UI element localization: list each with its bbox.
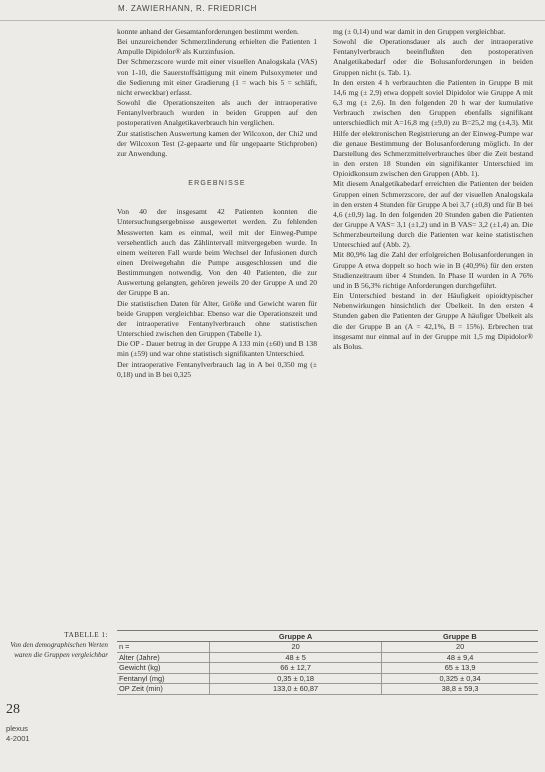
paragraph: Ein Unterschied bestand in der Häufigkeit opioidtypischer Nebenwirkungen hinsichtlich der Übelkeit. In den ersten 4 Stunden gaben die Patienten der Gruppe A häufiger Übelkeit als die der Gruppe B an (A = 42,1%, B = 15%). Erbrechen trat insgesamt nur einmal auf in der Gruppe mit 1,5 mg Dipidolor® als Bolus. [333, 291, 533, 351]
journal-info [6, 724, 30, 744]
table-cell: 65 ± 13,9 [382, 663, 538, 674]
paragraph: Der Schmerzscore wurde mit einer visuellen Analogskala (VAS) von 1-10, die Sauerstoffsättigung mit einem Pulsoxymeter und die Sedierung mit einer Gradierung (1 = wach bis 5 = schläft, nicht erweckbar) erfasst. [117, 57, 317, 97]
table-cell: 48 ± 9,4 [382, 652, 538, 663]
paragraph: Zur statistischen Auswertung kamen der Wilcoxon, der Chi2 und der Wilcoxon Test (2-gepaarte und für ungepaarte Stichproben) zur Anwendung. [117, 128, 317, 158]
table-row [117, 652, 538, 663]
table-row-label: Alter (Jahre) [117, 652, 210, 663]
paragraph: Mit diesem Analgetikabedarf erreichten die Patienten der beiden Gruppen einen Schmerzscore, der auf der visuellen Analogskala in den ersten 4 Stunden für Gruppe A bei 3,7 (±0,8) und für B bei 4,6 (±0,9) lag. In den folgenden 20 Stunden gaben die Patienten der Gruppe A VAS= 3,1 (±1,2) und in B VAS= 3,2 (±1,4) an. Die Schmerzbeurteilung durch die Patienten war keine statistischen Unterschied auf (Abb. 2). [333, 179, 533, 250]
paragraph: In den ersten 4 h verbrauchten die Patienten in Gruppe B mit 14,6 mg (± 2,9) etwa doppelt soviel Dipidolor wie Gruppe A mit 6,3 mg (± 2,6). In den folgenden 20 h war der kumulative Verbrauch zwischen den Gruppen ebenfalls signifikant unterschiedlich mit A=16,8 mg (±9,0) zu B=25,2 mg (±4,3). Mit Hilfe der elektronischen Registrierung an der Einweg-Pumpe war die genaue Bestimmung der Bolusanforderung möglich. In der Darstellung des Schmerzmittelverbrauches über die Zeit bestand in den ersten 18 Stunden ein signifikanter Unterschied im Opioidkonsum zwischen den Gruppen (Abb. 1). [333, 77, 533, 179]
right-column [333, 27, 533, 352]
table-cell: 38,8 ± 59,3 [382, 684, 538, 695]
paragraph: Mit 80,9% lag die Zahl der erfolgreichen Bolusanforderungen in Gruppe A etwa doppelt so hoch wie in B (40,9%) für den ersten Studienzeitraum über 4 Stunden. In Phase II wurden in A 76% und in B 56,3% richtige Anforderungen durchgeführt. [333, 250, 533, 290]
table-row-label: n = [117, 642, 210, 653]
table-cell: 0,325 ± 0,34 [382, 673, 538, 684]
paragraph: Bei unzureichender Schmerzlinderung erhielten die Patienten 1 Ampulle Dipidolor® als Kurzinfusion. [117, 37, 317, 57]
paragraph: Die OP - Dauer betrug in der Gruppe A 133 min (±60) und B 138 min (±59) und war ohne statistisch signifikanten Unterschied. [117, 339, 317, 359]
header-rule [0, 20, 545, 21]
table-caption-text: Von den demographischen Werten waren die Gruppen vergleichbar [10, 640, 108, 659]
table-row-label: Gewicht (kg) [117, 663, 210, 674]
table-cell: 48 ± 5 [210, 652, 382, 663]
table-cell: 133,0 ± 60,87 [210, 684, 382, 695]
journal-issue: 4-2001 [6, 734, 30, 743]
table-header-cell [117, 631, 210, 642]
paragraph: Sowohl die Operationszeiten als auch der intraoperative Fentanylverbrauch wurden in beiden Gruppen auf den postoperativen Analgetikaverbrauch hin verglichen. [117, 98, 317, 128]
table-cell: 20 [210, 642, 382, 653]
table-cell: 66 ± 12,7 [210, 663, 382, 674]
paragraph: Von 40 der insgesamt 42 Patienten konnten die Untersuchungsergebnisse ausgewertet werden. Zu fehlenden Messwerten kam es einmal, weil mit der Einweg-Pumpe versehentlich auch das Zählintervall mitvergegeben wurde. In einem weiteren Fall wurde beim Wechsel der Infusionen durch einen Dreiwegehahn die Pumpe ausgeschlossen und die Bestimmungen notwendig. Von den 40 Patienten, die zur Auswertung gelangten, gehören jeweils 20 der Gruppe A und 20 der Gruppe B an. [117, 207, 317, 298]
table-row [117, 642, 538, 653]
table-cell: 20 [382, 642, 538, 653]
section-heading: ERGEBNISSE [188, 180, 246, 188]
table-caption [0, 631, 108, 660]
paragraph: Der intraoperative Fentanylverbrauch lag in A bei 0,350 mg (± 0,18) und in B bei 0,325 [117, 359, 317, 379]
table-header-row [117, 631, 538, 642]
paragraph: Die statistischen Daten für Alter, Größe und Gewicht waren für beide Gruppen vergleichbar. Ebenso war die Operationszeit und der intraoperative Fentanylverbrauch ohne statistischen Unterschied zwischen den Gruppen (Tabelle 1). [117, 298, 317, 339]
running-head: M. ZAWIERHANN, R. FRIEDRICH [118, 4, 258, 13]
table-row [117, 673, 538, 684]
table-row [117, 684, 538, 695]
table-row-label: OP Zeit (min) [117, 684, 210, 695]
table-header-cell: Gruppe A [210, 631, 382, 642]
data-table [117, 630, 538, 695]
table-row-label: Fentanyl (mg) [117, 673, 210, 684]
data-table-wrap [117, 630, 538, 695]
table-caption-label: TABELLE 1: [64, 631, 108, 639]
paragraph: Sowohl die Operationsdauer als auch der intraoperative Fentanylverbrauch beeinflußten den postoperativen Analgetikabedarf oder die Bolusanforderungen in beiden Gruppen nicht (s. Tab. 1). [333, 37, 533, 77]
table-row [117, 663, 538, 674]
table-cell: 0,35 ± 0,18 [210, 673, 382, 684]
page-number: 28 [6, 702, 20, 717]
table-header-cell: Gruppe B [382, 631, 538, 642]
paragraph: mg (± 0,14) und war damit in den Gruppen vergleichbar. [333, 27, 506, 36]
left-column [117, 27, 317, 380]
journal-name: plexus [6, 724, 28, 733]
paragraph: konnte anhand der Gesamtanforderungen bestimmt werden. [117, 27, 299, 36]
